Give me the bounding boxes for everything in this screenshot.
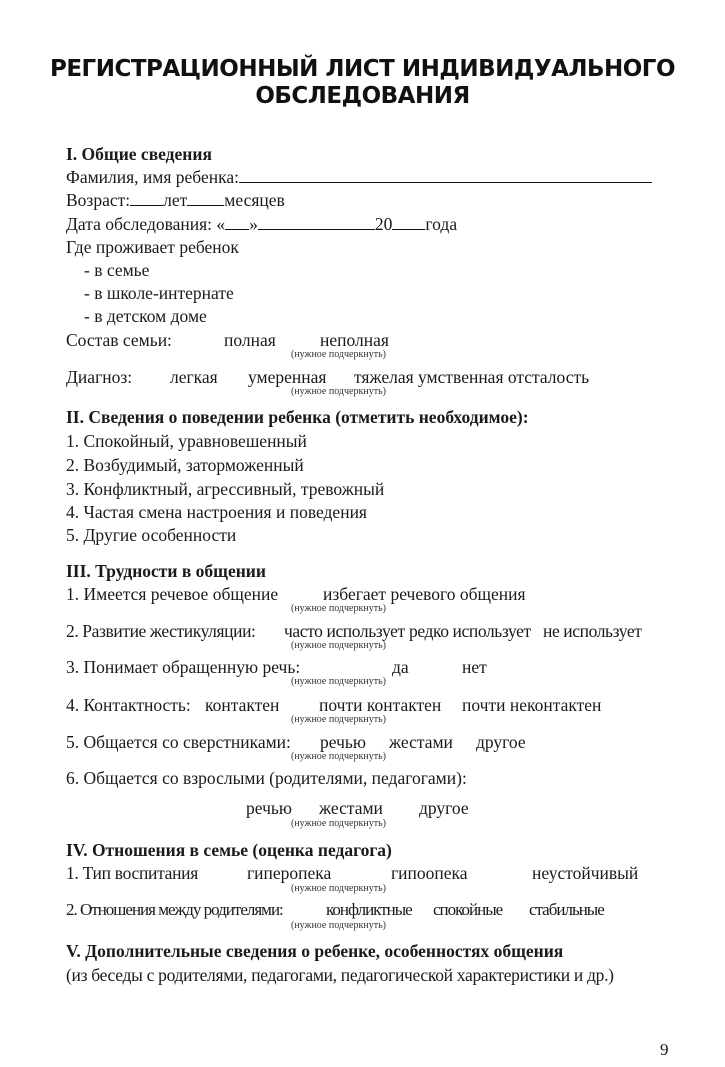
comm-q6-label: 6. Общается со взрослыми (родителями, педагогами): (66, 768, 467, 788)
family-q1-option-underprotection[interactable]: гипоопека (391, 863, 468, 883)
comm-q1-option-avoids[interactable]: избегает речевого общения (323, 584, 526, 604)
document-title-line-1: РЕГИСТРАЦИОННЫЙ ЛИСТ ИНДИВИДУАЛЬНОГО (49, 56, 676, 82)
family-q1-option-unstable[interactable]: неустойчивый (532, 863, 639, 883)
exam-date-quote: » (249, 214, 258, 234)
comm-q2-option-never[interactable]: не использует (543, 621, 642, 641)
exam-date-row (66, 213, 457, 235)
comm-q6-option-gestures[interactable]: жестами (319, 798, 383, 818)
exam-day-field[interactable] (225, 214, 249, 230)
exam-year-suffix: года (425, 214, 458, 234)
family-q2-option-calm[interactable]: спокойные (433, 900, 503, 919)
underline-hint: (нужное подчеркнуть) (291, 751, 386, 762)
section-1-heading: I. Общие сведения (66, 144, 212, 164)
family-option-incomplete[interactable]: неполная (320, 330, 389, 350)
comm-q4-label: 4. Контактность: (66, 695, 191, 715)
diagnosis-option-severe[interactable]: тяжелая умственная отсталость (354, 367, 590, 387)
page-number: 9 (660, 1040, 669, 1059)
family-q2-label: 2. Отношения между родителями: (66, 900, 283, 919)
comm-q2-label: 2. Развитие жестикуляции: (66, 621, 256, 641)
comm-q5-label: 5. Общается со сверстниками: (66, 732, 291, 752)
age-months-field[interactable] (187, 190, 224, 206)
family-q1-label: 1. Тип воспитания (66, 863, 198, 883)
underline-hint: (нужное подчеркнуть) (291, 640, 386, 651)
residence-option-boarding-school[interactable]: - в школе-интернате (84, 283, 234, 303)
underline-hint: (нужное подчеркнуть) (291, 603, 386, 614)
child-name-row (66, 166, 652, 188)
age-months-label: месяцев (224, 190, 285, 210)
comm-q5-option-speech[interactable]: речью (320, 732, 366, 752)
age-label: Возраст: (66, 190, 131, 210)
diagnosis-label: Диагноз: (66, 367, 133, 387)
comm-q2-option-rarely[interactable]: редко использует (409, 621, 531, 641)
exam-month-field[interactable] (258, 214, 375, 230)
age-years-field[interactable] (130, 190, 163, 206)
diagnosis-option-moderate[interactable]: умеренная (248, 367, 327, 387)
comm-q1-label[interactable]: 1. Имеется речевое общение (66, 584, 279, 604)
comm-q3-option-yes[interactable]: да (392, 657, 409, 677)
family-label: Состав семьи: (66, 330, 172, 350)
underline-hint: (нужное подчеркнуть) (291, 883, 386, 894)
age-years-label: лет (163, 190, 188, 210)
exam-date-label: Дата обследования: « (66, 214, 226, 234)
section-5-note: (из беседы с родителями, педагогами, педагогической характеристики и др.) (66, 965, 614, 985)
section-3-heading: III. Трудности в общении (66, 561, 266, 581)
behavior-item-3[interactable]: 3. Конфликтный, агрессивный, тревожный (66, 479, 385, 499)
comm-q3-option-no[interactable]: нет (462, 657, 487, 677)
comm-q5-option-gestures[interactable]: жестами (389, 732, 453, 752)
comm-q3-label: 3. Понимает обращенную речь: (66, 657, 301, 677)
residence-label: Где проживает ребенок (66, 237, 239, 257)
behavior-item-5[interactable]: 5. Другие особенности (66, 525, 237, 545)
exam-year-field[interactable] (392, 214, 425, 230)
child-name-field[interactable] (239, 167, 652, 183)
behavior-item-4[interactable]: 4. Частая смена настроения и поведения (66, 502, 367, 522)
exam-year-prefix: 20 (374, 214, 393, 234)
comm-q4-option-almost-contact[interactable]: почти контактен (319, 695, 442, 715)
underline-hint: (нужное подчеркнуть) (291, 676, 386, 687)
underline-hint: (нужное подчеркнуть) (291, 386, 386, 397)
residence-option-family[interactable]: - в семье (84, 260, 150, 280)
family-q2-option-conflict[interactable]: конфликтные (326, 900, 412, 919)
family-q2-option-stable[interactable]: стабильные (529, 900, 604, 919)
comm-q6-option-other[interactable]: другое (419, 798, 469, 818)
behavior-item-2[interactable]: 2. Возбудимый, заторможенный (66, 455, 304, 475)
underline-hint: (нужное подчеркнуть) (291, 349, 386, 360)
document-title-line-2: ОБСЛЕДОВАНИЯ (255, 83, 470, 109)
underline-hint: (нужное подчеркнуть) (291, 920, 386, 931)
diagnosis-option-mild[interactable]: легкая (170, 367, 218, 387)
section-5-heading: V. Дополнительные сведения о ребенке, особенностях общения (66, 941, 564, 961)
family-q1-option-overprotection[interactable]: гиперопека (247, 863, 332, 883)
behavior-item-1[interactable]: 1. Спокойный, уравновешенный (66, 431, 307, 451)
underline-hint: (нужное подчеркнуть) (291, 714, 386, 725)
underline-hint: (нужное подчеркнуть) (291, 818, 386, 829)
section-4-heading: IV. Отношения в семье (оценка педагога) (66, 840, 392, 860)
comm-q5-option-other[interactable]: другое (476, 732, 526, 752)
comm-q6-option-speech[interactable]: речью (246, 798, 292, 818)
comm-q2-option-often[interactable]: часто использует (284, 621, 405, 641)
comm-q4-option-almost-noncontact[interactable]: почти неконтактен (462, 695, 602, 715)
section-2-heading: II. Сведения о поведении ребенка (отметить необходимое): (66, 407, 529, 427)
child-name-label: Фамилия, имя ребенка: (66, 167, 239, 187)
comm-q4-option-contact[interactable]: контактен (205, 695, 280, 715)
residence-option-orphanage[interactable]: - в детском доме (84, 306, 207, 326)
age-row (66, 189, 285, 211)
family-option-full[interactable]: полная (224, 330, 276, 350)
